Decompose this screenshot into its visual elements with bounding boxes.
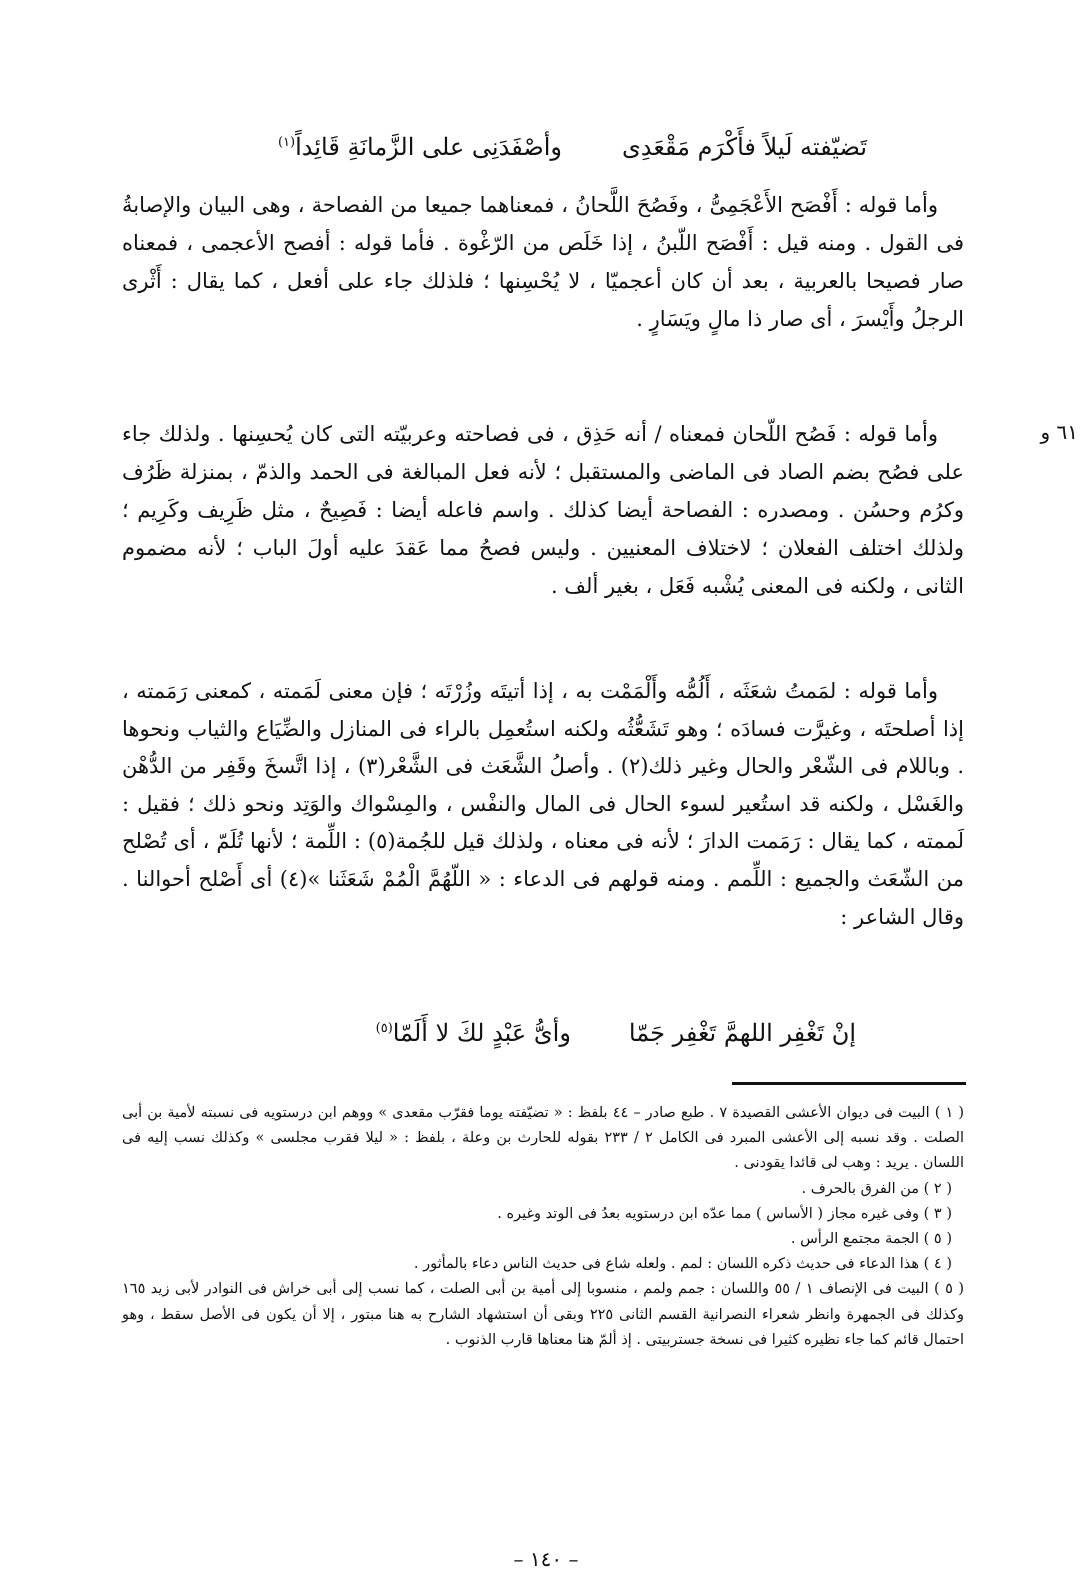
footnote-item: ( ٣ ) وفى غيره مجاز ( الأساس ) مما عدّه ابن درستويه بعدُ فى الوتد وغيره .: [497, 1205, 952, 1222]
paragraph-lamamtu: وأما قوله : لمَمتُ شعَثَه ، أَلُمُّه وأَلْمَمْت به ، إذا أتيتَه وزُرْتَه ؛ فإن معنى لَمَمته ، كمعنى رَمَمته ، إذا أصلحتَه ، وغيرَّت فسادَه ؛ وهو تَشَعُّثُه ولكنه استُعمِل بالراء فى المنازل والضِّيَاع والثياب ونحوها . وباللام فى الشّعْر والحال وغير ذلك(٢) . وأصلُ الشَّعَث فى الشَّعْر(٣) ، إذا اتَّسخَ وقَفِر من الدُّهْن والغَسْل ، ولكنه قد استُعير لسوء الحال فى المال والنفْس ، والمِسْواك والوَتِد ونحو ذلك ؛ فقيل : لَممته ، كما يقال : رَمَمت الدارَ ؛ لأنه فى معناه ، ولذلك قيل للجُمة(٥) : اللِّمة ؛ لأنها تُلَمّ ، أى تُصْلح من الشّعَث والجميع : اللِّمم . ومنه قولهم فى الدعاء : « اللّهُمَّ الْمُمْ شَعَثَنا »(٤) أى أَصْلح أحوالنا . وقال الشاعر :: [122, 679, 965, 929]
footnote-item: ( ١ ) البيت فى ديوان الأعشى القصيدة ٧ . طبع صادر – ٤٤ بلفظ : « تضيّفته يوما فقرّب مقعدى » ووهم ابن درستويه فى نسبته لأمية بن أبى الصلت . وقد نسبه إلى الأعشى المبرد فى الكامل ٢ / ٢٣٣ بقوله للحارث بن وعلة ، بلفظ : « ليلا فقرب مجلسى » وكذلك نسب إليه فى اللسان . يريد : وهب لى قائدا يقودنى .: [122, 1105, 965, 1172]
footnotes: [122, 1101, 964, 1353]
verse-couplet-1: [278, 128, 867, 162]
footnote-ref-1: (١): [277, 135, 296, 150]
footnote-separator: [732, 1082, 966, 1085]
footnote-item: ( ٥ ) الجمة مجتمع الرأس .: [790, 1231, 952, 1248]
paragraph-fasuh: وأما قوله : فَصُح اللّحان فمعناه / أنه حَذِق ، فى فصاحته وعربيّته التى كان يُحسِنها . ولذلك جاء على فصُح بضم الصاد فى الماضى والمستقبل ؛ لأنه فعل المبالغة فى الحمد والذمّ ، بمنزلة ظَرُف وكرُم وحسُن . ومصدره : الفصاحة أيضا كذلك . واسم فاعله أيضا : فَصِيحٌ ، مثل ظَرِيف وكَرِيم ؛ ولذلك اختلف الفعلان ؛ لاختلاف المعنيين . وليس فصحُ مما عَقدَ عليه أولَ الباب ؛ لأنه مضموم الثانى ، ولكنه فى المعنى يُشْبه فَعَل ، بغير ألف .: [122, 422, 964, 598]
page-number: – ١٤٠ –: [513, 1547, 579, 1571]
footnote-ref-5: (٥): [375, 1021, 393, 1036]
verse-1-first-hemistich: تَضيّفته لَيلاً فأَكْرَم مَقْعَدِى: [621, 133, 867, 161]
verse-1-second-hemistich: [278, 128, 562, 162]
footnote-item: ( ٥ ) البيت فى الإنصاف ١ / ٥٥ واللسان : جمم ولمم ، منسوبا إلى أمية بن أبى الصلت ، كما نسب إلى أبى خراش فى النوادر لأبى زيد ١٦٥ وكذلك فى الجمهرة وانظر شعراء النصرانية القسم الثانى ٢٢٥ وبقى أن استشهاد الشارح به هنا مبتور ، إلا أن يكون فى الأصل سقط ، وهو احتمال قائم كما جاء نظيره كثيرا فى نسخة جستربيتى . إذ ألمّ هنا معناها قارب الذنوب .: [122, 1281, 964, 1348]
manuscript-folio-marker: ٦١ و: [1040, 420, 1078, 444]
verse-2-second-hemistich: [376, 1014, 571, 1048]
verse-2-second-hemistich-text: وأىُّ عَبْدٍ لكَ لا أَلَمّا: [392, 1019, 571, 1047]
footnote-item: ( ٢ ) من الفرق بالحرف .: [801, 1180, 952, 1197]
verse-2-first-hemistich: إنْ تَغْفِر اللهمَّ تَغْفِر جَمّا: [628, 1019, 856, 1047]
verse-1-second-hemistich-text: وأصْفَدَنِى على الزَّمانَةِ قَائِداً: [295, 133, 562, 161]
verse-couplet-2: [376, 1014, 856, 1048]
paragraph-afsah: وأما قوله : أَفْصَح الأَعْجَمِىُّ ، وفَصُحَ اللَّحانُ ، فمعناهما جميعا من الفصاحة ، وهى البيان والإصابةُ فى القول . ومنه قيل : أَفْصَح اللّبنُ ، إذا خَلَص من الرّغْوة . فأما قوله : أفصح الأعجمى ، فمعناه صار فصيحا بالعربية ، بعد أن كان أعجميّا ، لا يُحْسِنها ؛ فلذلك جاء على أفعل ، كما يقال : أَثْرى الرجلُ وأَيْسرَ ، أى صار ذا مالٍ ويَسَارٍ .: [122, 193, 964, 331]
footnote-item: ( ٤ ) هذا الدعاء فى حديث ذكره اللسان : لمم . ولعله شاع فى حديث الناس دعاء بالمأثور .: [413, 1256, 952, 1273]
